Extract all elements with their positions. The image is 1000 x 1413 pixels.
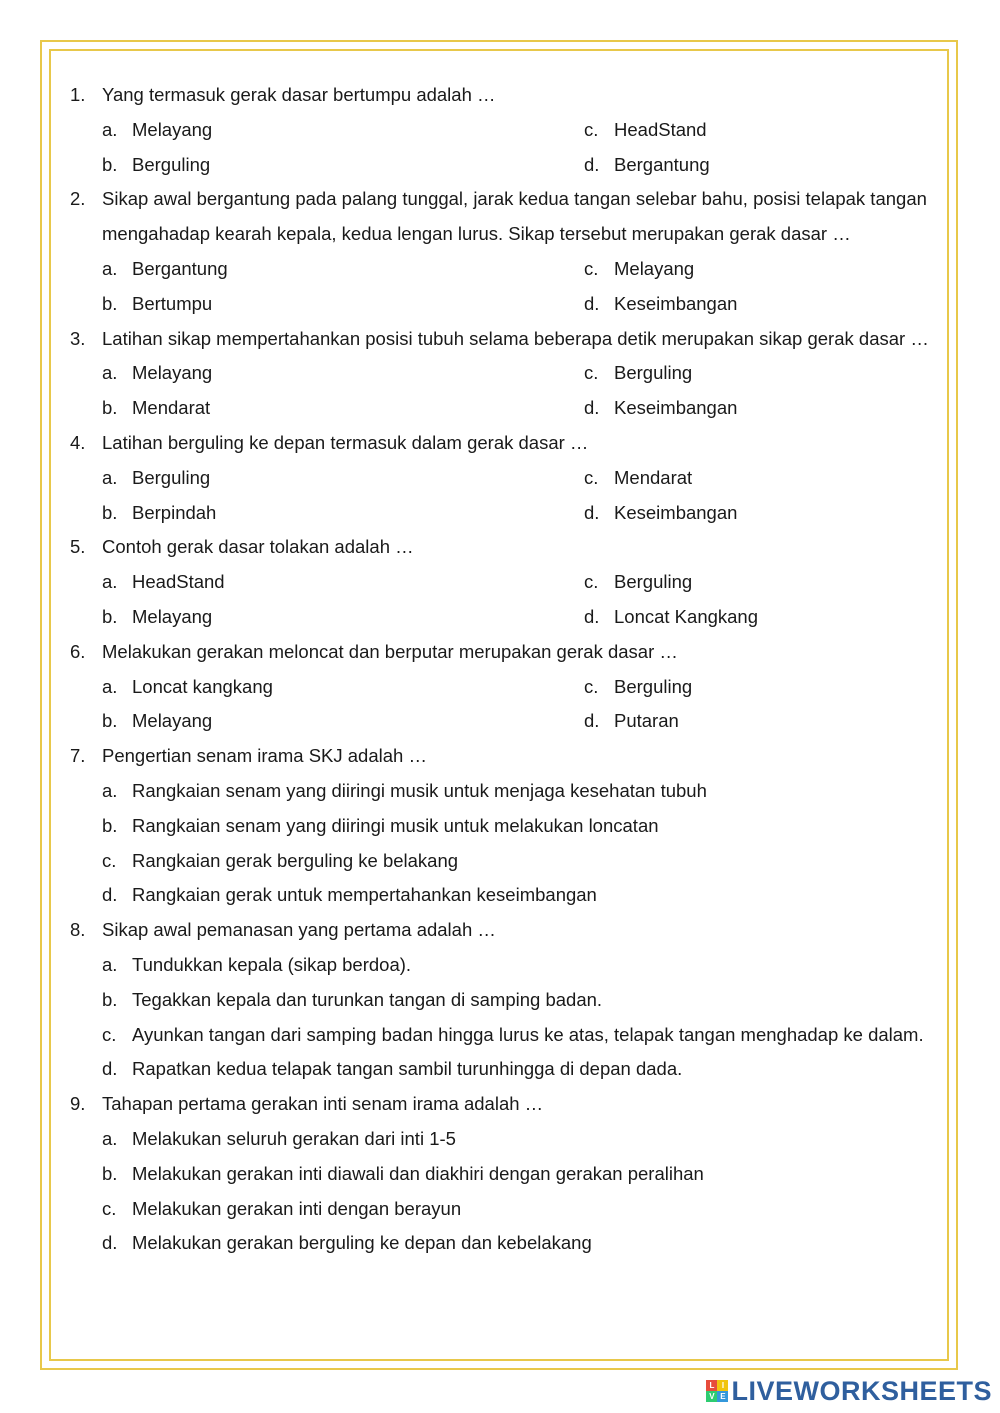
question-text: Sikap awal pemanasan yang pertama adalah … [102,919,496,941]
option-text: Melakukan gerakan inti diawali dan diakhiri dengan gerakan peralihan [132,1162,704,1184]
option-text: Keseimbangan [614,292,738,314]
option-letter: a. [102,466,118,488]
option-letter: d. [584,153,600,175]
answer-option[interactable] [102,1018,940,1053]
option-letter: c. [584,466,599,488]
option-text: HeadStand [614,118,707,140]
option-letter: d. [584,710,600,732]
option-letter: d. [584,501,600,523]
option-text: Berguling [614,362,693,384]
question-number: 7. [70,745,86,767]
option-letter: a. [102,779,118,801]
question-number: 8. [70,919,86,941]
option-letter: b. [102,814,118,836]
answer-option[interactable] [102,252,584,287]
answer-option[interactable] [584,704,940,739]
answer-options [70,670,940,740]
option-text: Bertumpu [132,292,213,314]
option-text: Loncat kangkang [132,675,273,697]
answer-options [70,565,940,635]
option-text: Keseimbangan [614,501,738,523]
answer-option[interactable] [102,1226,940,1261]
question-number: 1. [70,84,86,105]
answer-option[interactable] [102,287,584,322]
option-text: Melayang [614,257,695,279]
answer-option[interactable] [102,148,584,183]
option-letter: d. [102,1232,118,1254]
option-text: Loncat Kangkang [614,605,759,627]
option-text: Melakukan gerakan berguling ke depan dan kebelakang [132,1232,592,1254]
answer-option[interactable] [102,774,940,809]
worksheet-content [70,78,940,1261]
answer-options [70,252,940,322]
answer-option[interactable] [584,565,940,600]
answer-options [70,774,940,913]
question-number: 3. [70,327,86,349]
option-letter: b. [102,153,118,175]
answer-options [70,113,940,183]
option-letter: c. [584,675,599,697]
option-text: Melayang [132,605,213,627]
option-letter: b. [102,710,118,732]
answer-option[interactable] [102,356,584,391]
option-letter: b. [102,1162,118,1184]
answer-option[interactable] [102,1157,940,1192]
option-text: Mendarat [132,397,211,419]
option-letter: a. [102,571,118,593]
option-text: Melayang [132,710,213,732]
question [70,530,940,565]
option-text: Bergantung [614,153,710,175]
answer-option[interactable] [584,670,940,705]
answer-option[interactable] [102,565,584,600]
option-text: Berpindah [132,501,217,523]
option-letter: a. [102,362,118,384]
option-text: Rangkaian senam yang diiringi musik untuk menjaga kesehatan tubuh [132,779,707,801]
option-letter: c. [102,1197,117,1219]
logo-tile: I [717,1380,728,1391]
question-text: Melakukan gerakan meloncat dan berputar merupakan gerak dasar … [102,640,678,662]
answer-option[interactable] [584,252,940,287]
answer-option[interactable] [584,356,940,391]
answer-option[interactable] [584,113,940,148]
option-letter: d. [102,1058,118,1080]
answer-option[interactable] [102,670,584,705]
option-text: Mendarat [614,466,693,488]
answer-option[interactable] [102,496,584,531]
option-text: Tundukkan kepala (sikap berdoa). [132,953,412,975]
option-text: Ayunkan tangan dari samping badan hingga lurus ke atas, telapak tangan menghadap ke dalam. [132,1023,924,1045]
option-letter: d. [584,292,600,314]
option-letter: c. [584,571,599,593]
option-letter: d. [584,605,600,627]
option-letter: b. [102,605,118,627]
option-text: Rangkaian gerak untuk mempertahankan keseimbangan [132,884,597,906]
question [70,182,940,252]
question-text: Yang termasuk gerak dasar bertumpu adalah … [102,84,496,105]
answer-option[interactable] [584,391,940,426]
answer-option[interactable] [584,461,940,496]
option-text: Tegakkan kepala dan turunkan tangan di samping badan. [132,988,603,1010]
option-letter: b. [102,501,118,523]
option-text: Berguling [614,675,693,697]
answer-option[interactable] [102,600,584,635]
option-letter: d. [102,884,118,906]
option-text: Putaran [614,710,679,732]
answer-option[interactable] [102,391,584,426]
question-number: 4. [70,431,86,453]
option-letter: b. [102,397,118,419]
option-text: Melayang [132,118,213,140]
option-text: Berguling [132,466,211,488]
option-text: Berguling [132,153,211,175]
question [70,739,940,774]
answer-option[interactable] [102,461,584,496]
question-number: 9. [70,1093,86,1115]
option-text: Melayang [132,362,213,384]
answer-option[interactable] [584,496,940,531]
option-text: Rangkaian gerak berguling ke belakang [132,849,459,871]
option-letter: a. [102,675,118,697]
answer-option[interactable] [102,878,940,913]
question [70,78,940,113]
answer-option[interactable] [102,983,940,1018]
option-letter: a. [102,953,118,975]
option-text: Melakukan seluruh gerakan dari inti 1-5 [132,1127,456,1149]
question-text: Tahapan pertama gerakan inti senam irama adalah … [102,1093,544,1115]
question [70,913,940,948]
answer-option[interactable] [102,948,940,983]
question-number: 2. [70,188,86,210]
answer-option[interactable] [584,600,940,635]
answer-option[interactable] [102,113,584,148]
option-letter: c. [584,257,599,279]
answer-option[interactable] [102,1052,940,1087]
answer-options [70,461,940,531]
answer-options [70,948,940,1087]
option-letter: c. [102,849,117,871]
option-letter: b. [102,292,118,314]
logo-tile: V [706,1391,717,1402]
question [70,1087,940,1122]
option-letter: c. [584,362,599,384]
answer-option[interactable] [102,809,940,844]
option-letter: a. [102,257,118,279]
question [70,635,940,670]
option-letter: a. [102,1127,118,1149]
answer-option[interactable] [102,704,584,739]
logo-tile: L [706,1380,717,1391]
answer-option[interactable] [584,148,940,183]
option-letter: b. [102,988,118,1010]
option-text: Melakukan gerakan inti dengan berayun [132,1197,462,1219]
liveworksheets-wordmark: LIVEWORKSHEETS [731,1375,992,1406]
option-text: Rangkaian senam yang diiringi musik untuk melakukan loncatan [132,814,659,836]
question [70,426,940,461]
answer-option[interactable] [584,287,940,322]
question-number: 6. [70,640,86,662]
question-text: Sikap awal bergantung pada palang tunggal, jarak kedua tangan selebar bahu, posisi telapak tangan mengahadap kearah kepala, kedua lengan lurus. Sikap tersebut merupakan gerak dasar … [102,188,927,245]
option-text: HeadStand [132,571,225,593]
question-text: Latihan berguling ke depan termasuk dalam gerak dasar … [102,431,589,453]
option-text: Keseimbangan [614,397,738,419]
answer-option[interactable] [102,1192,940,1227]
logo-tile: E [717,1391,728,1402]
liveworksheets-logo-icon [706,1380,728,1402]
option-letter: c. [584,118,599,140]
answer-options [70,356,940,426]
answer-option[interactable] [102,1122,940,1157]
question-text: Latihan sikap mempertahankan posisi tubuh selama beberapa detik merupakan sikap gerak dasar … [102,327,929,349]
question-text: Contoh gerak dasar tolakan adalah … [102,536,414,558]
answer-option[interactable] [102,844,940,879]
question-text: Pengertian senam irama SKJ adalah … [102,745,427,767]
option-text: Berguling [614,571,693,593]
answer-options [70,1122,940,1261]
option-letter: c. [102,1023,117,1045]
question [70,322,940,357]
option-letter: a. [102,118,118,140]
option-text: Rapatkan kedua telapak tangan sambil turunhingga di depan dada. [132,1058,683,1080]
liveworksheets-logo[interactable] [706,1373,992,1409]
question-number: 5. [70,536,86,558]
option-text: Bergantung [132,257,228,279]
option-letter: d. [584,397,600,419]
